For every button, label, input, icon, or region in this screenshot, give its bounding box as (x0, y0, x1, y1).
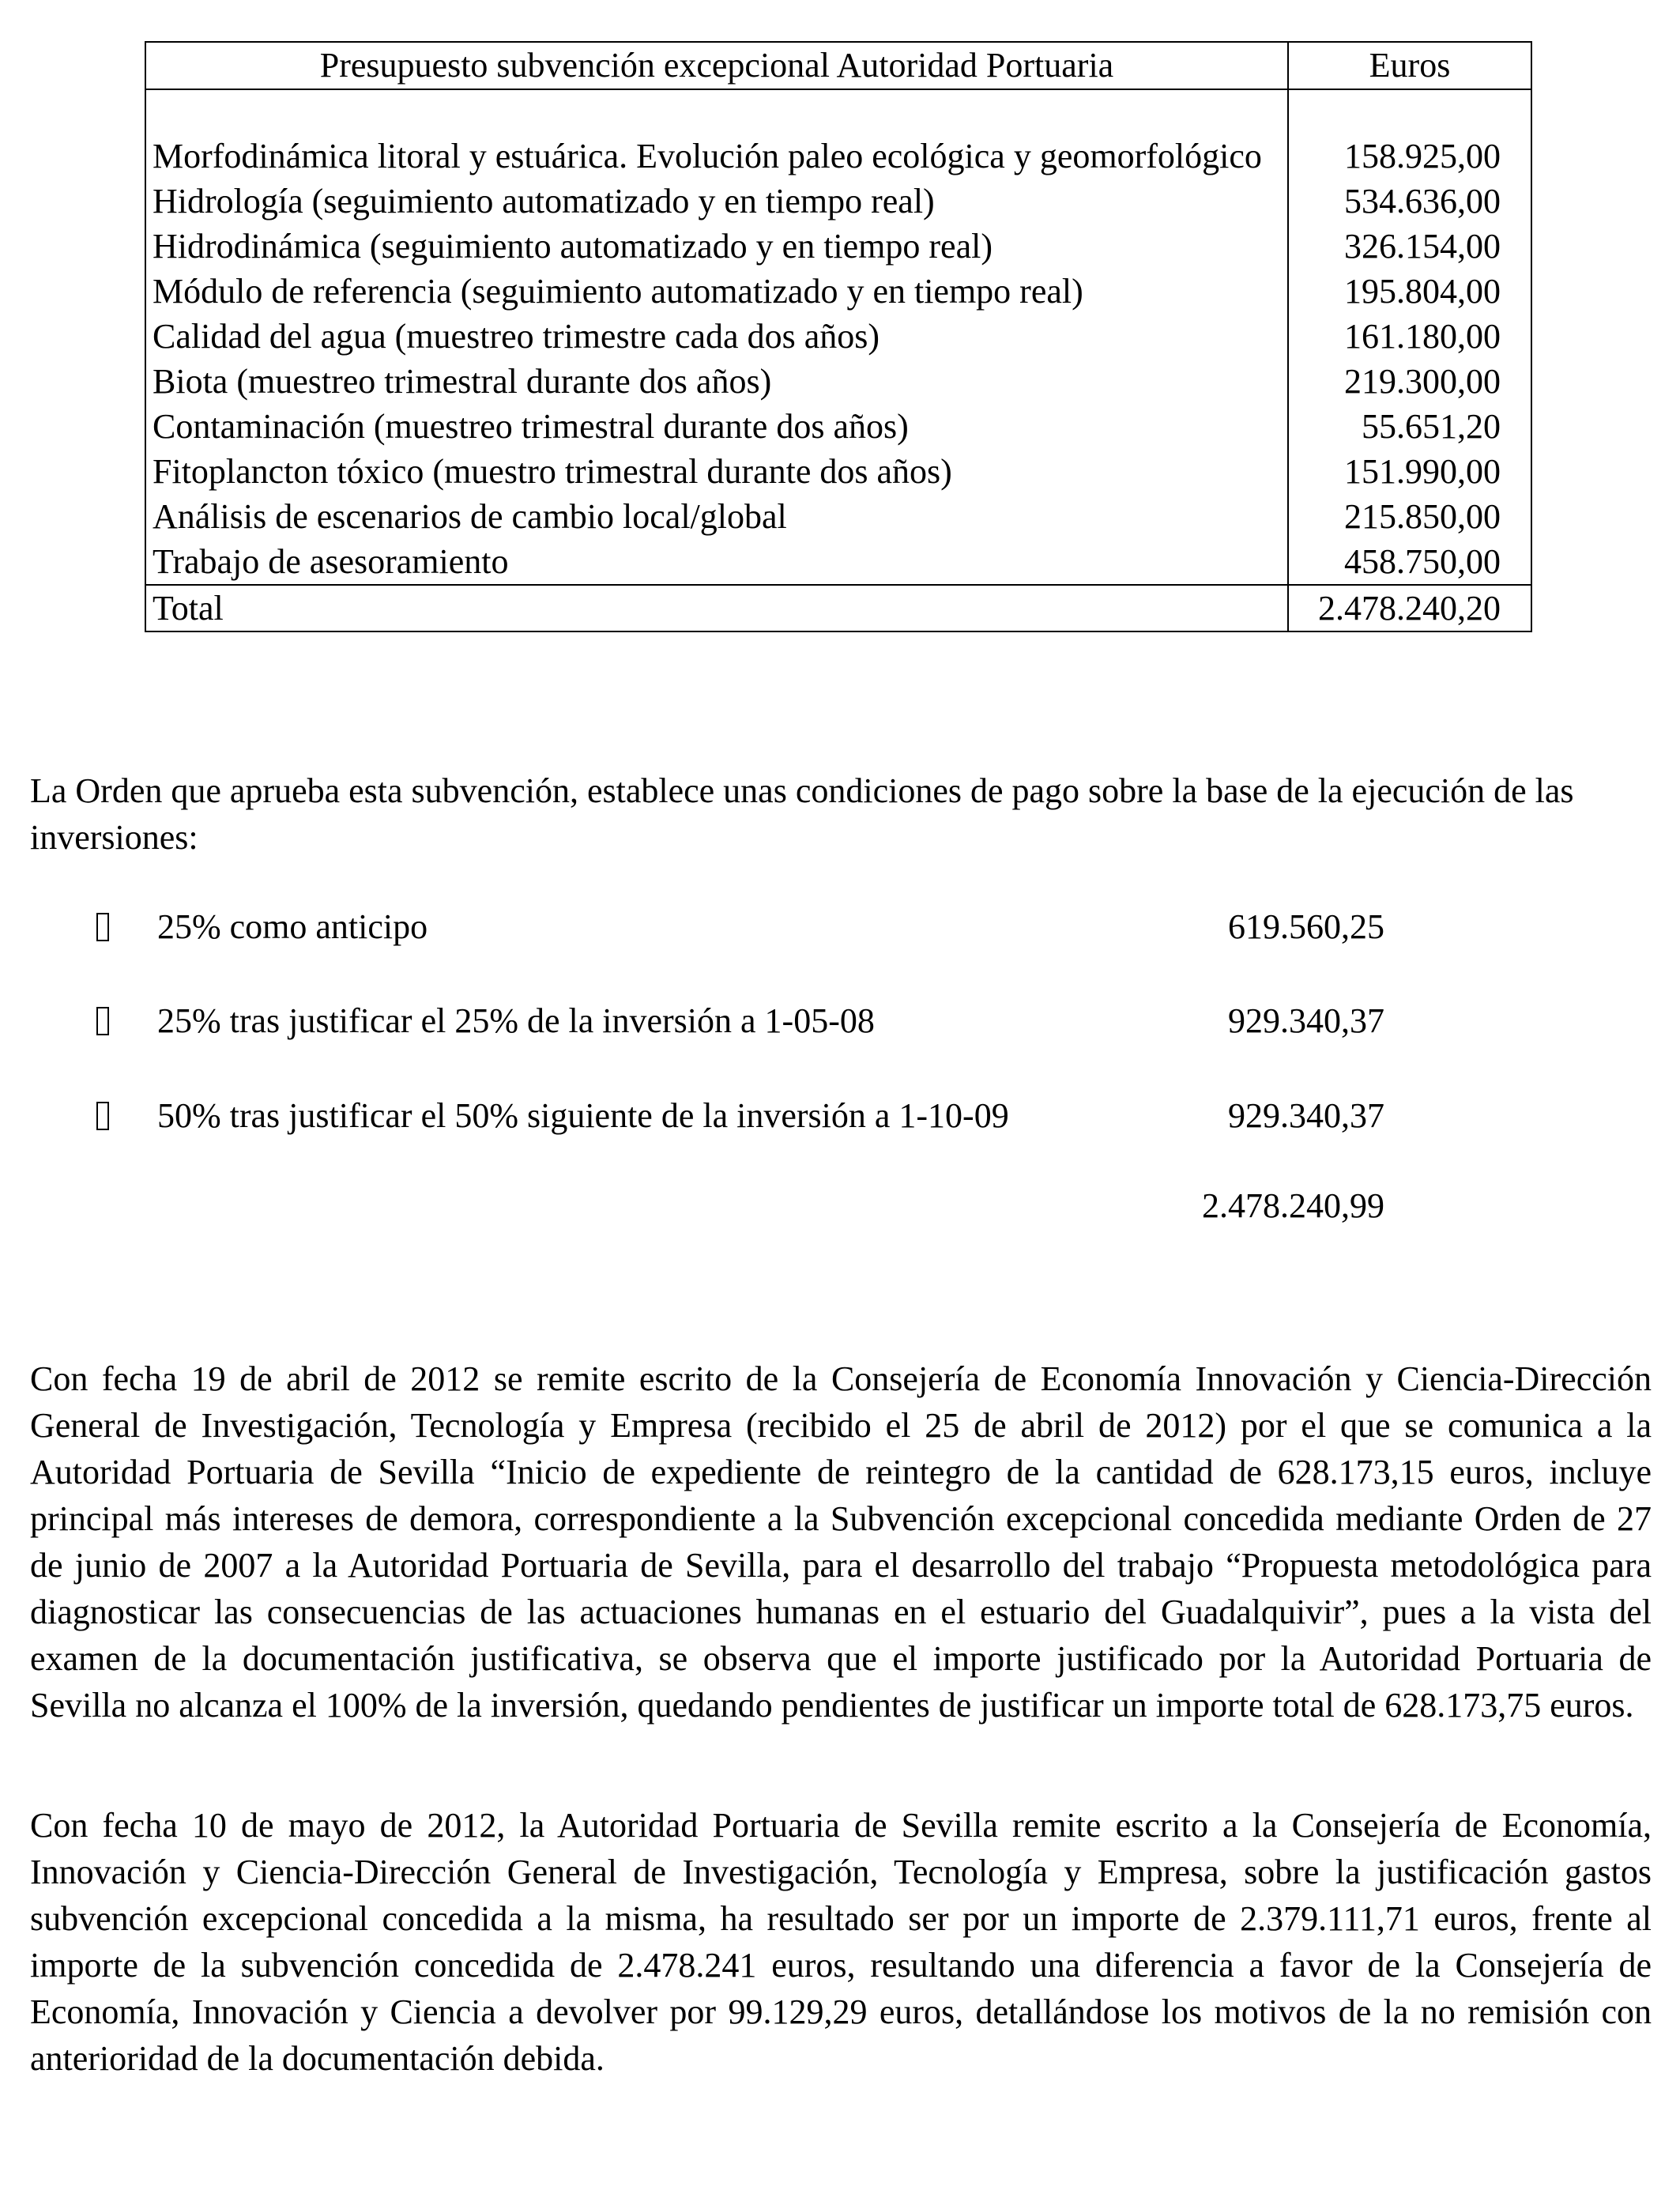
table-row (145, 179, 1531, 224)
row-concept: Fitoplancton tóxico (muestro trimestral durante dos años) (145, 449, 1288, 494)
payment-total-amount: 2.478.240,99 (1202, 1186, 1384, 1225)
checkbox-bullet-icon (96, 1102, 109, 1130)
table-row (145, 359, 1531, 404)
row-amount: 534.636,00 (1288, 179, 1531, 224)
payment-amount: 929.340,37 (1228, 1096, 1384, 1135)
table-row (145, 134, 1531, 179)
checkbox-bullet-icon (96, 1007, 109, 1035)
header-concept: Presupuesto subvención excepcional Autoridad Portuaria (145, 42, 1288, 89)
row-concept: Contaminación (muestreo trimestral durante dos años) (145, 404, 1288, 449)
payment-label: 25% tras justificar el 25% de la inversión a 1-05-08 (157, 1001, 875, 1040)
header-amount: Euros (1288, 42, 1531, 89)
row-concept: Análisis de escenarios de cambio local/global (145, 494, 1288, 539)
total-amount: 2.478.240,20 (1288, 585, 1531, 631)
budget-table-header (145, 42, 1531, 89)
row-concept: Biota (muestreo trimestral durante dos años) (145, 359, 1288, 404)
payment-item (0, 997, 1391, 1044)
checkbox-bullet-icon (96, 913, 109, 941)
table-total-row (145, 585, 1531, 631)
row-amount: 219.300,00 (1288, 359, 1531, 404)
intro-paragraph: La Orden que aprueba esta subvención, establece unas condiciones de pago sobre la base de la ejecución de las inversiones: (30, 771, 1574, 857)
payment-amount: 929.340,37 (1228, 1001, 1384, 1040)
row-amount: 458.750,00 (1288, 539, 1531, 585)
payment-item (0, 903, 1391, 950)
table-row (145, 269, 1531, 314)
row-concept: Hidrología (seguimiento automatizado y en tiempo real) (145, 179, 1288, 224)
table-row (145, 224, 1531, 269)
row-concept: Morfodinámica litoral y estuárica. Evolución paleo ecológica y geomorfológico (145, 134, 1288, 179)
row-concept: Hidrodinámica (seguimiento automatizado y en tiempo real) (145, 224, 1288, 269)
table-spacer-row (145, 89, 1531, 134)
row-amount: 326.154,00 (1288, 224, 1531, 269)
total-label: Total (145, 585, 1288, 631)
table-row (145, 404, 1531, 449)
budget-table (145, 41, 1532, 632)
paragraph-reintegro: Con fecha 19 de abril de 2012 se remite escrito de la Consejería de Economía Innovación y Ciencia-Dirección General de Investigación, Tecnología y Empresa (recibido el 25 de abril de 2012) por el que se comunica a la Autoridad Portuaria de Sevilla “Inicio de expediente de reintegro de la cantidad de 628.173,15 euros, incluye principal más intereses de demora, correspondiente a la Subvención excepcional concedida mediante Orden de 27 de junio de 2007 a la Autoridad Portuaria de Sevilla, para el desarrollo del trabajo “Propuesta metodológica para diagnosticar las consecuencias de las actuaciones humanas en el estuario del Guadalquivir”, pues a la vista del examen de la documentación justificativa, se observa que el importe justificado por la Autoridad Portuaria de Sevilla no alcanza el 100% de la inversión, quedando pendientes de justificar un importe total de 628.173,75 euros. (30, 1359, 1652, 1725)
row-amount: 158.925,00 (1288, 134, 1531, 179)
row-amount: 215.850,00 (1288, 494, 1531, 539)
row-concept: Módulo de referencia (seguimiento automatizado y en tiempo real) (145, 269, 1288, 314)
payment-total (0, 1182, 1391, 1229)
row-amount: 161.180,00 (1288, 314, 1531, 359)
table-row (145, 449, 1531, 494)
payment-item (0, 1092, 1391, 1139)
row-amount: 151.990,00 (1288, 449, 1531, 494)
row-concept: Calidad del agua (muestreo trimestre cada dos años) (145, 314, 1288, 359)
paragraph-justificacion: Con fecha 10 de mayo de 2012, la Autoridad Portuaria de Sevilla remite escrito a la Consejería de Economía, Innovación y Ciencia-Dirección General de Investigación, Tecnología y Empresa, sobre la justificación gastos subvención excepcional concedida a la misma, ha resultado ser por un importe de 2.379.111,71 euros, frente al importe de la subvención concedida de 2.478.241 euros, resultando una diferencia a favor de la Consejería de Economía, Innovación y Ciencia a devolver por 99.129,29 euros, detallándose los motivos de la no remisión con anterioridad de la documentación debida. (30, 1806, 1652, 2078)
table-row (145, 494, 1531, 539)
payment-label: 25% como anticipo (157, 907, 428, 946)
payment-label: 50% tras justificar el 50% siguiente de la inversión a 1-10-09 (157, 1096, 1009, 1135)
row-concept: Trabajo de asesoramiento (145, 539, 1288, 585)
row-amount: 195.804,00 (1288, 269, 1531, 314)
table-row (145, 314, 1531, 359)
payment-amount: 619.560,25 (1228, 907, 1384, 946)
table-row (145, 539, 1531, 585)
row-amount: 55.651,20 (1288, 404, 1531, 449)
